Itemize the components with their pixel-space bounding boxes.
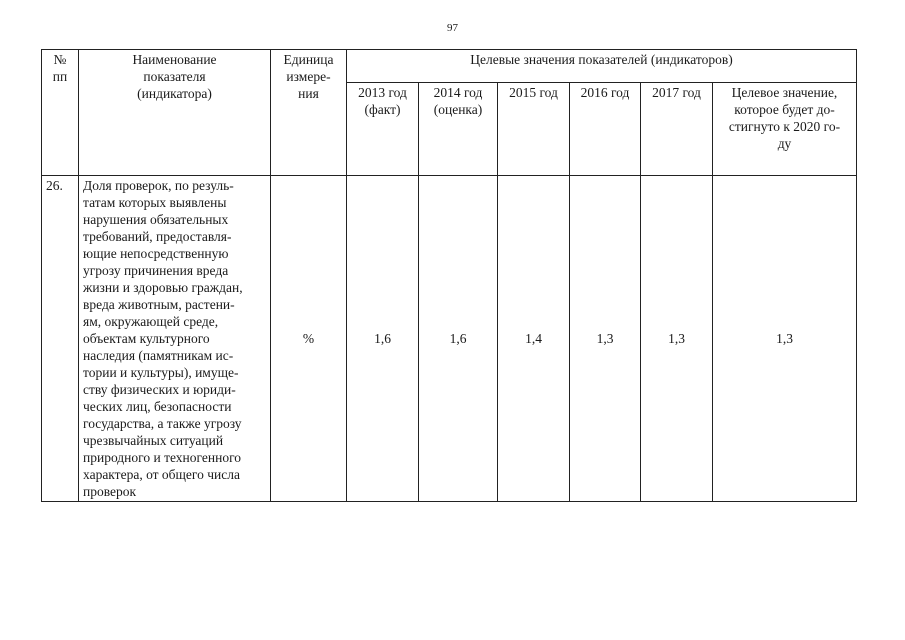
header-target-2020: Целевое значение, которое будет до- стигнуто к 2020 го- ду	[713, 83, 857, 176]
header-year-2014: 2014 год (оценка)	[419, 83, 498, 176]
value-2016: 1,3	[570, 176, 641, 502]
value-2015: 1,4	[498, 176, 570, 502]
row-number: 26.	[42, 176, 79, 502]
header-unit: Единица измере- ния	[271, 50, 347, 176]
indicators-table	[41, 49, 857, 502]
unit-value: %	[271, 176, 347, 502]
header-year-2017: 2017 год	[641, 83, 713, 176]
page-number: 97	[447, 22, 458, 34]
header-year-2013: 2013 год (факт)	[347, 83, 419, 176]
indicator-name: Доля проверок, по резуль- татам которых выявлены нарушения обязательных требований, предоставля- ющие непосредственную угрозу причинения вреда жизни и здоровью граждан, вреда животным, растени- ям, окружающей среде, объектам культурного наследия (памятникам ис- тории и культуры), имуще- ству физических и юриди- ческих лиц, безопасности государства, а также угрозу чрезвычайных ситуаций природного и техногенного характера, от общего числа проверок	[79, 176, 271, 502]
value-2017: 1,3	[641, 176, 713, 502]
value-2013: 1,6	[347, 176, 419, 502]
header-year-2015: 2015 год	[498, 83, 570, 176]
header-num: № пп	[42, 50, 79, 176]
header-targets-group: Целевые значения показателей (индикаторов)	[347, 50, 857, 83]
header-year-2016: 2016 год	[570, 83, 641, 176]
value-target-2020: 1,3	[713, 176, 857, 502]
value-2014: 1,6	[419, 176, 498, 502]
header-name: Наименование показателя (индикатора)	[79, 50, 271, 176]
table-row	[42, 176, 857, 502]
header-row-top	[42, 50, 857, 83]
